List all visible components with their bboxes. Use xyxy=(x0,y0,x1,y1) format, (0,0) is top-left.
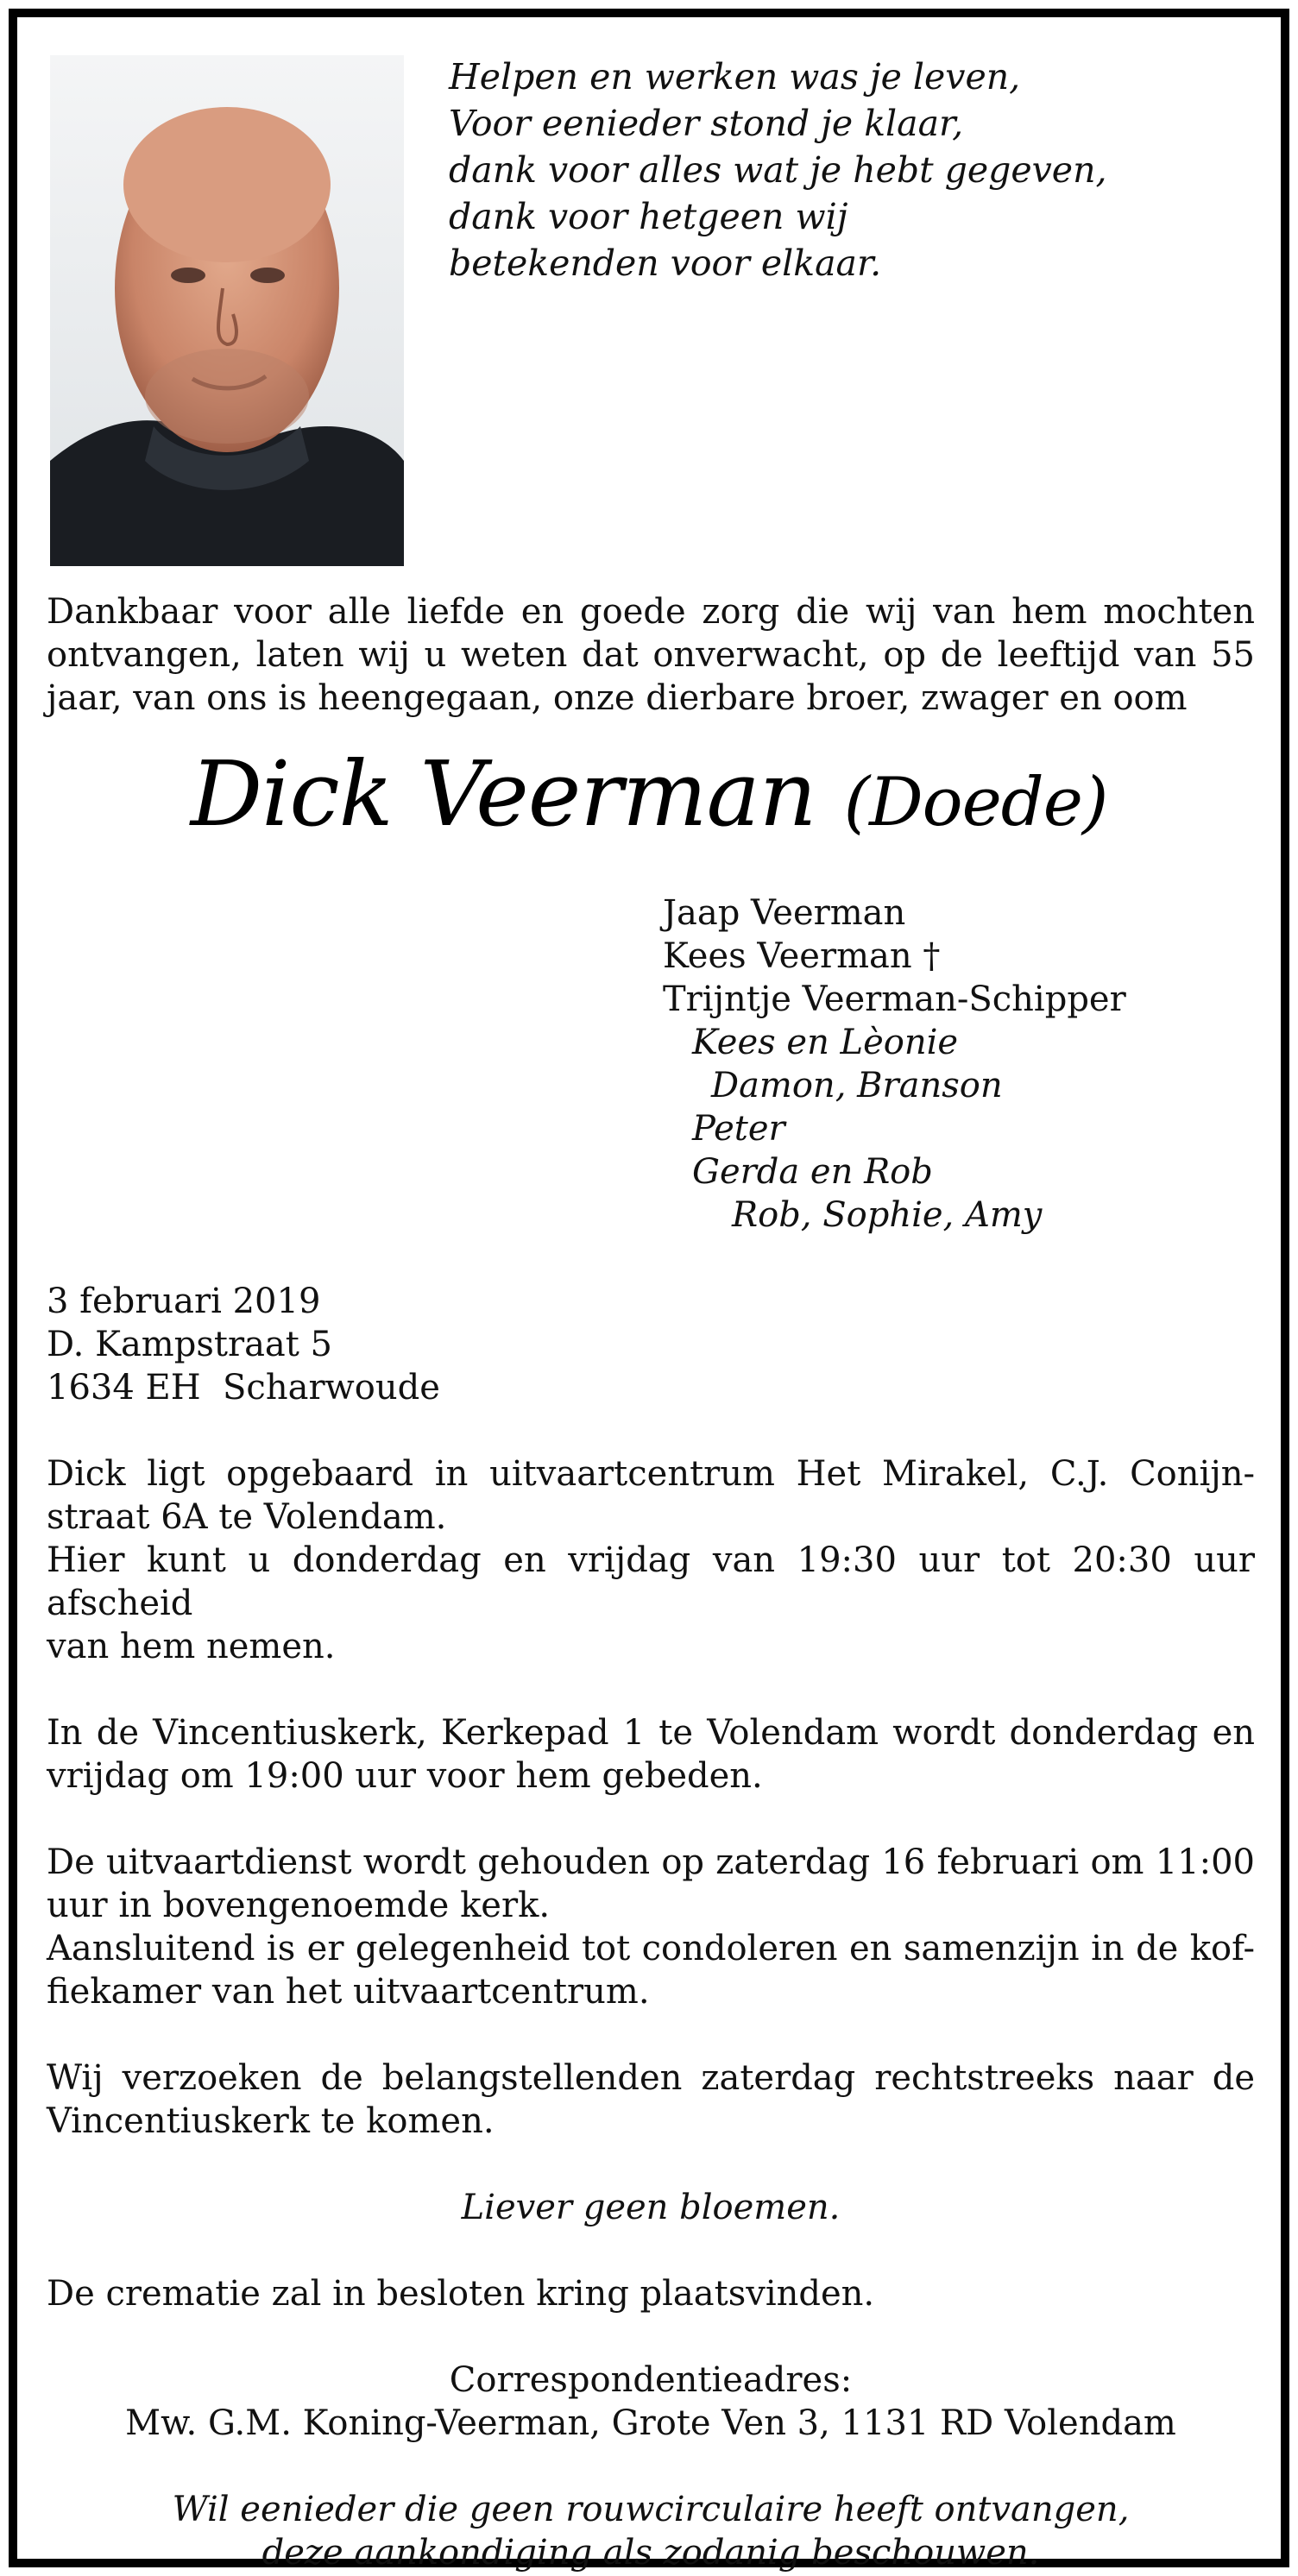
details-line: Wij verzoeken de belangstellenden zaterdag rechtstreeks naar de xyxy=(47,2058,1255,2098)
intro-line: ontvangen, laten wij u weten dat onverwacht, op de leeftijd van 55 xyxy=(47,635,1255,675)
home-address-block xyxy=(47,1280,440,1409)
family-member: Peter xyxy=(692,1109,785,1149)
poem-line: Helpen en werken was je leven, xyxy=(449,56,1021,98)
poem-line: Voor eenieder stond je klaar, xyxy=(449,103,964,144)
paragraph-gap xyxy=(47,2315,1255,2359)
details-line: Aansluitend is er gelegenheid tot condoleren en samenzijn in de kof- xyxy=(47,1929,1255,1968)
correspondence-label: Correspondentieadres: xyxy=(449,2360,853,2400)
family-member: Kees en Lèonie xyxy=(692,1023,959,1062)
details-line: uur in bovengenoemde kerk. xyxy=(47,1886,551,1925)
poem-line: betekenden voor elkaar. xyxy=(449,242,882,284)
memorial-poem xyxy=(449,54,1226,287)
details-line: vrijdag om 19:00 uur voor hem gebeden. xyxy=(47,1756,763,1796)
details-line: Hier kunt u donderdag en vrijdag van 19:30 uur tot 20:30 uur afscheid xyxy=(47,1540,1255,1623)
details-line: Vincentiuskerk te komen. xyxy=(47,2101,495,2141)
funeral-details xyxy=(47,1452,1255,2574)
family-list xyxy=(663,891,1126,1237)
intro-paragraph xyxy=(47,590,1255,720)
deceased-name-heading xyxy=(0,738,1298,859)
paragraph-gap xyxy=(47,1668,1255,1711)
postal-city: 1634 EH Scharwoude xyxy=(47,1368,440,1408)
paragraph-gap xyxy=(47,2143,1255,2186)
details-line: fiekamer van het uitvaartcentrum. xyxy=(47,1972,650,2012)
intro-line: Dankbaar voor alle liefde en goede zorg die wij van hem mochten xyxy=(47,592,1255,632)
cremation-note: De crematie zal in besloten kring plaatsvinden. xyxy=(47,2274,875,2314)
family-member: Jaap Veerman xyxy=(663,893,906,933)
details-line: Dick ligt opgebaard in uitvaartcentrum Het Mirakel, C.J. Conijn- xyxy=(47,1454,1255,1494)
closing-note-line: Wil eenieder die geen rouwcirculaire heeft ontvangen, xyxy=(172,2490,1130,2529)
family-member: Rob, Sophie, Amy xyxy=(732,1195,1043,1235)
portrait-image xyxy=(50,55,404,566)
family-member: Kees Veerman † xyxy=(663,936,941,976)
details-line: straat 6A te Volendam. xyxy=(47,1497,447,1537)
paragraph-gap xyxy=(47,2445,1255,2488)
details-line: van hem nemen. xyxy=(47,1627,336,1666)
date-of-death: 3 februari 2019 xyxy=(47,1282,321,1321)
paragraph-gap xyxy=(47,2229,1255,2272)
paragraph-gap xyxy=(47,2013,1255,2056)
street-address: D. Kampstraat 5 xyxy=(47,1325,332,1364)
poem-line: dank voor hetgeen wij xyxy=(449,196,848,237)
details-line: De uitvaartdienst wordt gehouden op zaterdag 16 februari om 11:00 xyxy=(47,1842,1255,1882)
family-member: Trijntje Veerman-Schipper xyxy=(663,979,1126,1019)
deceased-name: Dick Veerman xyxy=(190,741,816,847)
intro-line: jaar, van ons is heengegaan, onze dierbare broer, zwager en oom xyxy=(47,678,1188,718)
details-line: In de Vincentiuskerk, Kerkepad 1 te Volendam wordt donderdag en xyxy=(47,1713,1255,1753)
poem-line: dank voor alles wat je hebt gegeven, xyxy=(449,149,1107,191)
no-flowers-note: Liever geen bloemen. xyxy=(461,2188,841,2227)
paragraph-gap xyxy=(47,1798,1255,1841)
portrait-photo xyxy=(50,55,404,566)
family-member: Gerda en Rob xyxy=(692,1152,933,1192)
closing-note-line: deze aankondiging als zodanig beschouwen. xyxy=(261,2533,1040,2573)
deceased-nickname: (Doede) xyxy=(843,764,1108,841)
correspondence-address: Mw. G.M. Koning-Veerman, Grote Ven 3, 1131 RD Volendam xyxy=(125,2403,1176,2443)
family-member: Damon, Branson xyxy=(711,1066,1003,1105)
